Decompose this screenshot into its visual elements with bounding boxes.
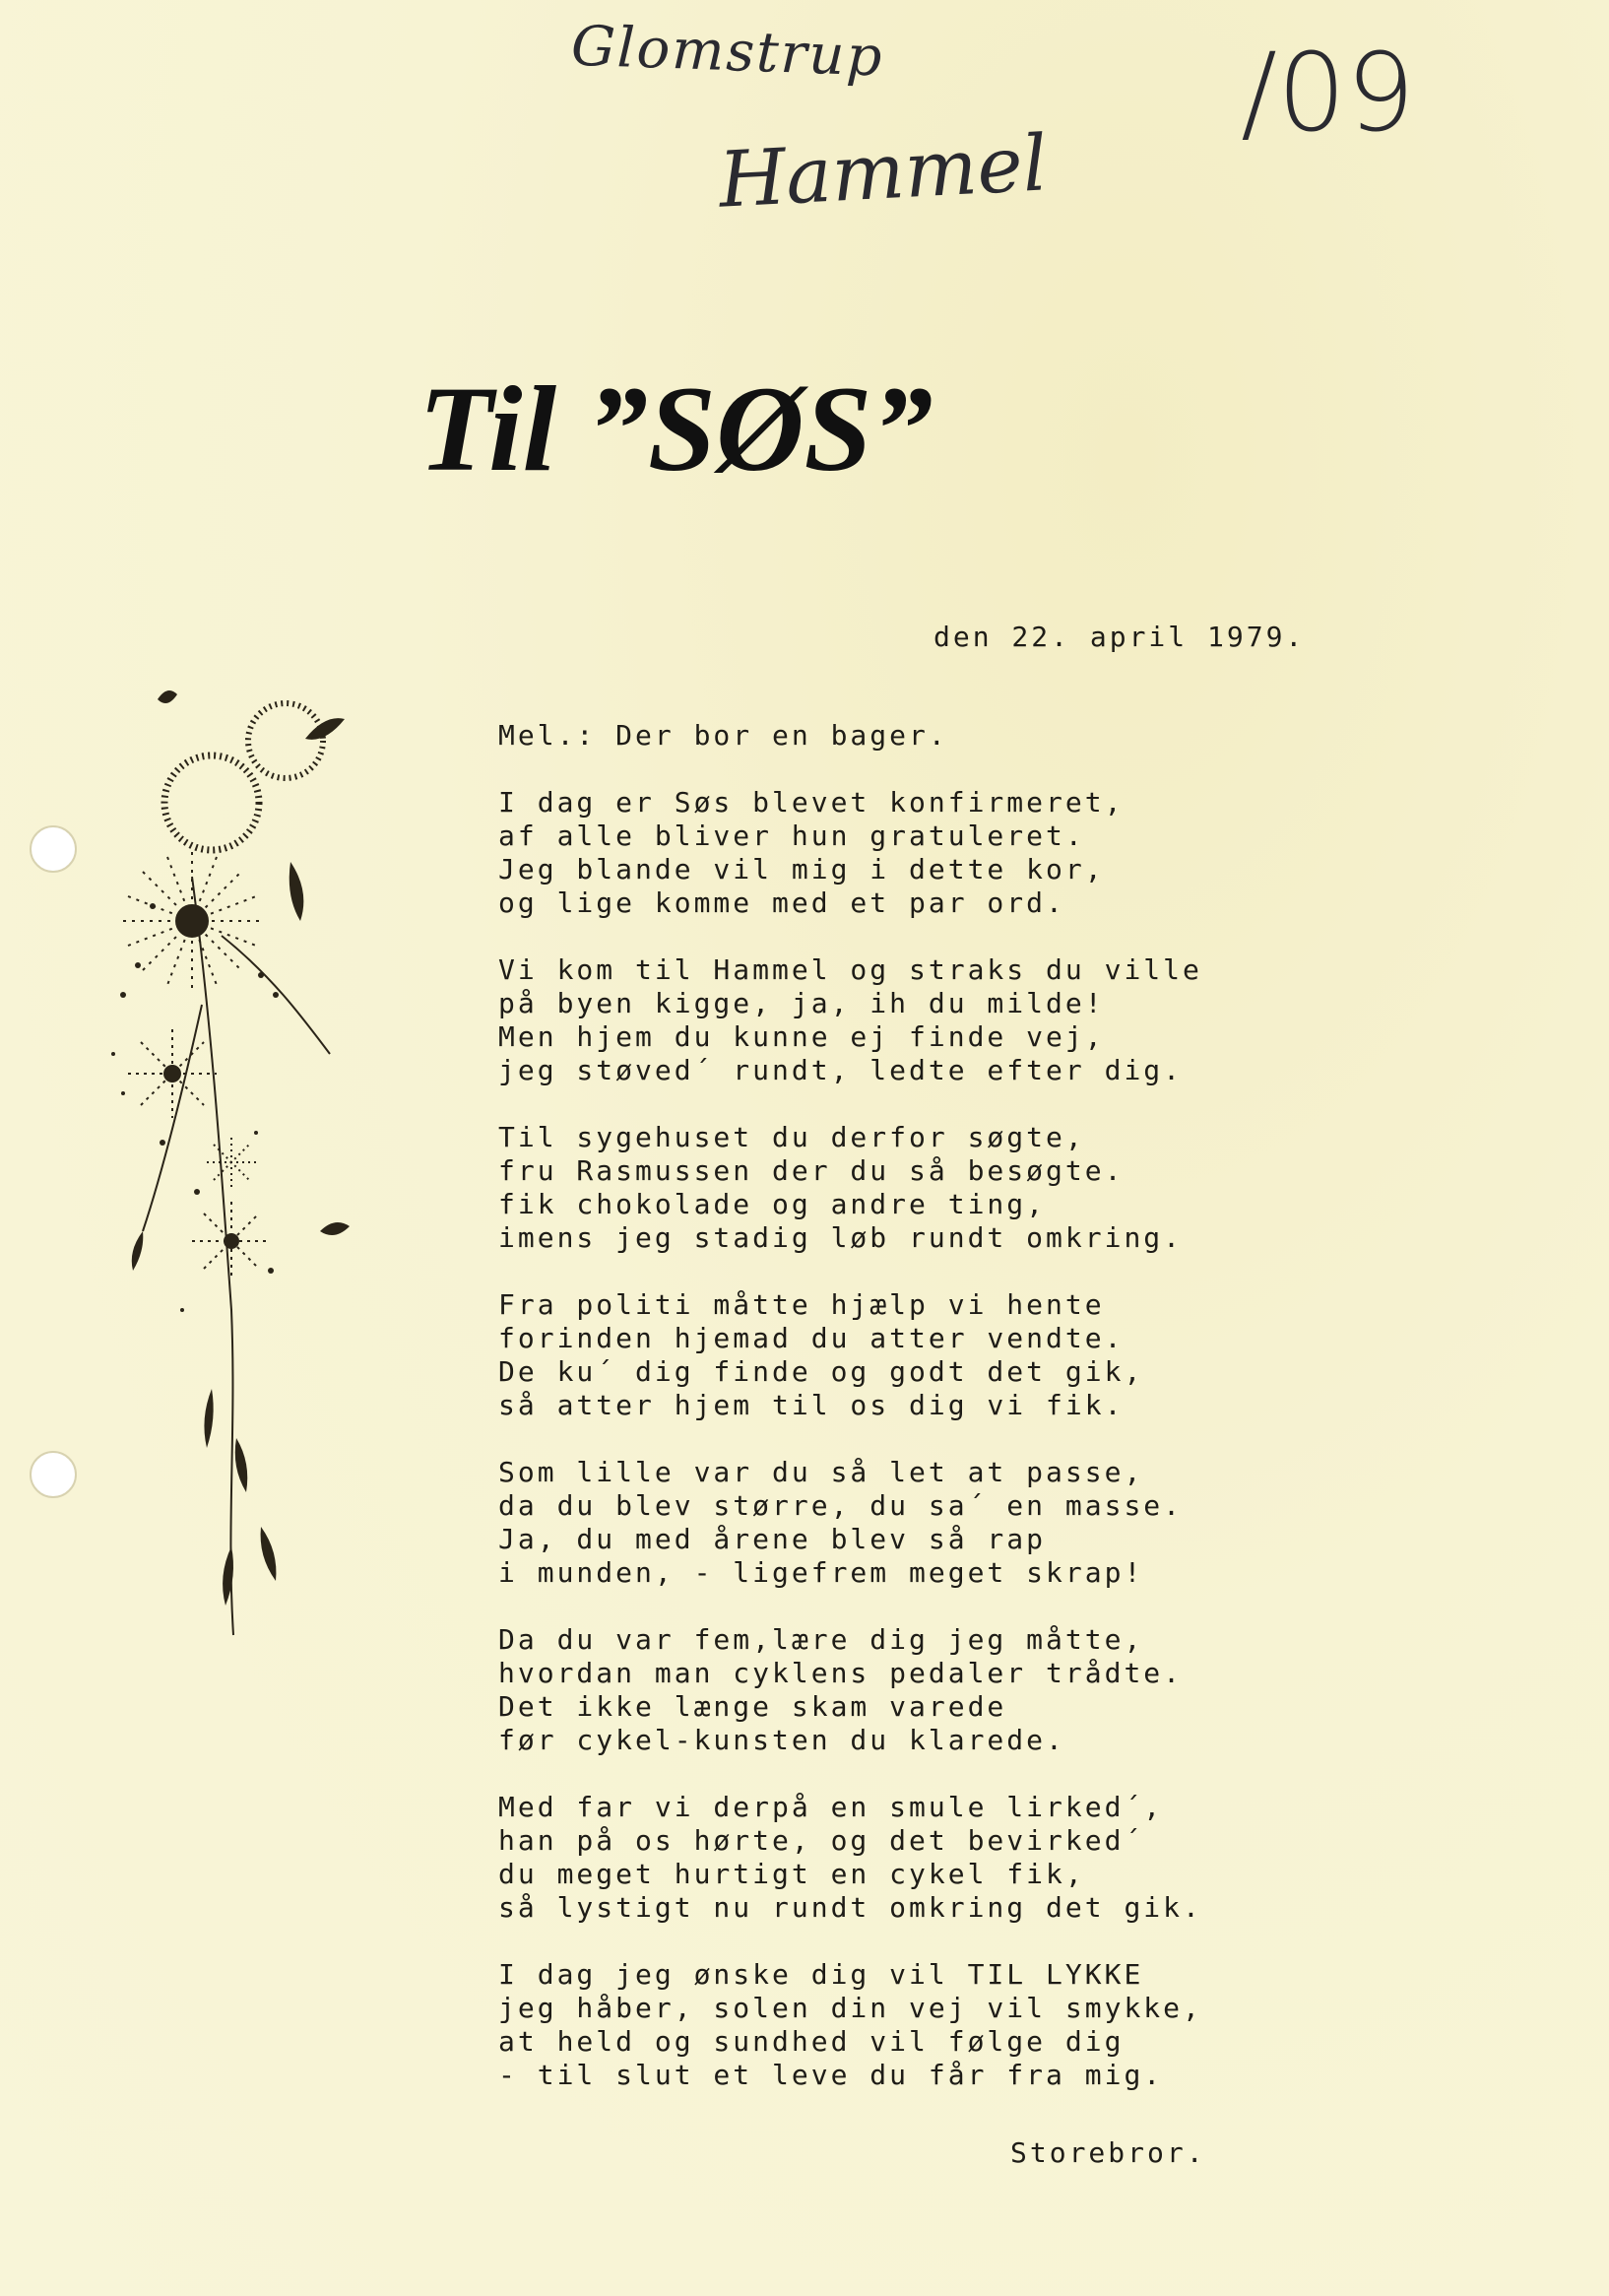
poem-line: så atter hjem til os dig vi fik. [498, 1389, 1125, 1421]
poem-line: fru Rasmussen der du så besøgte. [498, 1154, 1125, 1187]
poem-line: Som lille var du så let at passe, [498, 1456, 1144, 1488]
poem-line: forinden hjemad du atter vendte. [498, 1322, 1125, 1354]
stanza-8 [498, 1958, 1247, 2092]
document-date: den 22. april 1979. [933, 621, 1306, 653]
poem-line: da du blev større, du sa´ en masse. [498, 1489, 1184, 1522]
poem-line: at held og sundhed vil følge dig [498, 2025, 1125, 2058]
stanza-3 [498, 1121, 1247, 1255]
poem-line: Fra politi måtte hjælp vi hente [498, 1288, 1105, 1321]
poem-line: I dag er Søs blevet konfirmeret, [498, 786, 1125, 819]
stanza-7 [498, 1791, 1247, 1925]
poem-line: jeg støved´ rundt, ledte efter dig. [498, 1054, 1184, 1086]
poem-line: i munden, - ligefrem meget skrap! [498, 1556, 1144, 1589]
poem-line: - til slut et leve du får fra mig. [498, 2059, 1164, 2091]
poem-line: imens jeg stadig løb rundt omkring. [498, 1221, 1184, 1254]
handwritten-number: /09 [1241, 30, 1416, 156]
poem-line: før cykel-kunsten du klarede. [498, 1724, 1065, 1756]
floral-illustration [64, 680, 379, 1645]
poem-line: så lystigt nu rundt omkring det gik. [498, 1891, 1202, 1924]
signature: Storebror. [1010, 2136, 1206, 2169]
poem-line: han på os hørte, og det bevirked´ [498, 1824, 1144, 1857]
stanza-6 [498, 1623, 1247, 1757]
poem-line: på byen kigge, ja, ih du milde! [498, 987, 1105, 1019]
poem-line: Vi kom til Hammel og straks du ville [498, 953, 1202, 986]
poem-line: Men hjem du kunne ej finde vej, [498, 1020, 1105, 1053]
poem-line: Jeg blande vil mig i dette kor, [498, 853, 1105, 886]
poem-line: og lige komme med et par ord. [498, 886, 1065, 919]
stanza-5 [498, 1456, 1247, 1590]
poem-line: Til sygehuset du derfor søgte, [498, 1121, 1085, 1153]
poem-line: jeg håber, solen din vej vil smykke, [498, 1992, 1202, 2024]
poem-line: De ku´ dig finde og godt det gik, [498, 1355, 1144, 1388]
poem-line: Da du var fem,lære dig jeg måtte, [498, 1623, 1144, 1656]
poem-line: fik chokolade og andre ting, [498, 1188, 1047, 1220]
poem-line: Det ikke længe skam varede [498, 1690, 1007, 1723]
poem-line: du meget hurtigt en cykel fik, [498, 1858, 1085, 1890]
stanza-2 [498, 953, 1247, 1087]
poem-line: I dag jeg ønske dig vil TIL LYKKE [498, 1958, 1144, 1991]
poem [498, 719, 1247, 2126]
poem-line: hvordan man cyklens pedaler trådte. [498, 1657, 1184, 1689]
handwritten-place: Hammel [716, 119, 1050, 226]
document-title: Til ”SØS” [418, 361, 933, 496]
handwritten-note: Glomstrup [569, 14, 885, 90]
stanza-4 [498, 1288, 1247, 1422]
poem-line: Med far vi derpå en smule lirked´, [498, 1791, 1164, 1823]
melody-line: Mel.: Der bor en bager. [498, 719, 948, 752]
stanza-1 [498, 786, 1247, 920]
poem-line: af alle bliver hun gratuleret. [498, 820, 1085, 852]
poem-line: Ja, du med årene blev så rap [498, 1523, 1047, 1555]
